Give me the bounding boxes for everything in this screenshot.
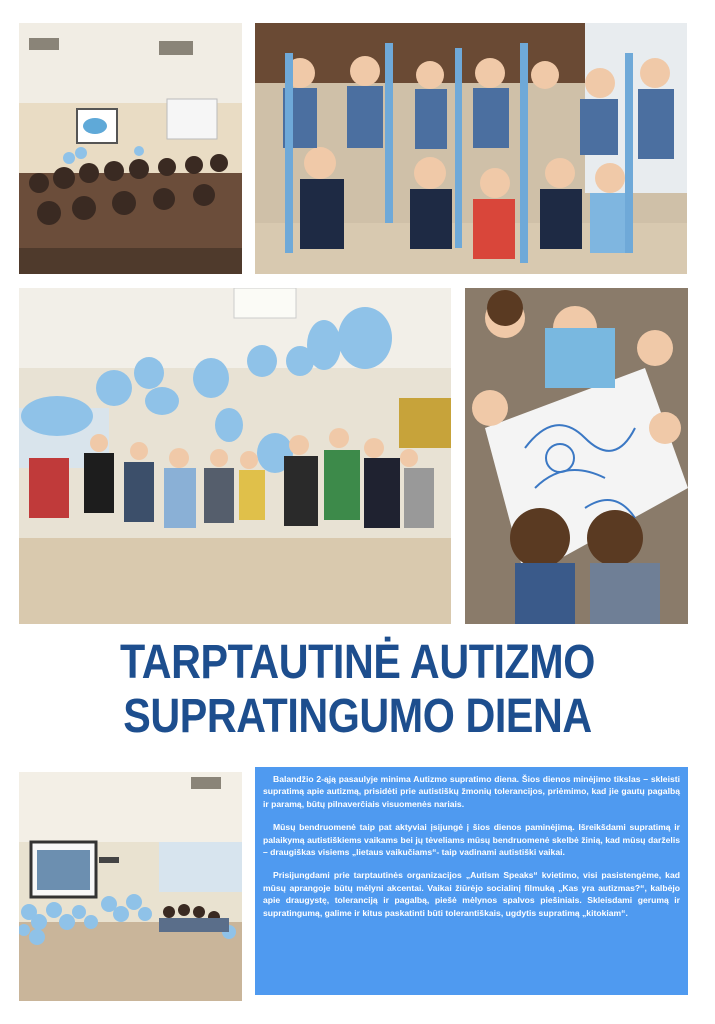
photo-children-with-blue-ribbons bbox=[255, 23, 687, 274]
article-paragraph-1: Balandžio 2-ąją pasaulyje minima Autizmo supratimo diena. Šios dienos minėjimo tikslas – skleisti supratimą apie autizmą, prisidėti prie autistiškų žmonių tolerancijos, priėmimo, kad jie gautų pagalbą ir paramą, būtų pilnaverčiais visuomenės nariais. bbox=[263, 774, 680, 809]
title-line-2: SUPRATINGUMO DIENA bbox=[123, 690, 592, 743]
photo-children-with-balloons bbox=[19, 288, 451, 624]
photo-children-drawing bbox=[465, 288, 688, 624]
title-line-1: TARPTAUTINĖ AUTIZMO bbox=[120, 636, 595, 689]
page-title bbox=[0, 636, 715, 744]
photo-children-watching-projector bbox=[19, 23, 242, 274]
article-paragraph-2: Mūsų bendruomenė taip pat aktyviai įsijungė į šios dienos paminėjimą. Išreikšdami supratimą ir palaikymą autistiškiems vaikams bei jų tėveliams mūsų bendruomenė skelbė žinią, kad mūsų darželis – draugiškas visiems „lietaus vaikučiams“- taip vadinami autistiški vaikai. bbox=[263, 822, 680, 858]
article-text-box bbox=[255, 767, 688, 995]
photo-room-with-balloons bbox=[19, 772, 242, 1001]
article-paragraph-3: Prisijungdami prie tarptautinės organizacijos „Autism Speaks“ kvietimo, visi pasistengėme, kad mūsų aprangoje būtų mėlyni akcentai. Vaikai žiūrėjo socialinį filmuką „Kas yra autizmas?“, kalbėjo apie draugystę, toleranciją ir pagalbą, piešė mėlynos spalvos piešiniais. Skleisdami gerumą ir supratingumą, galime ir kitus paskatinti būti tolerantiškais, ugdytis supratimą „kitokiam“. bbox=[263, 870, 680, 918]
